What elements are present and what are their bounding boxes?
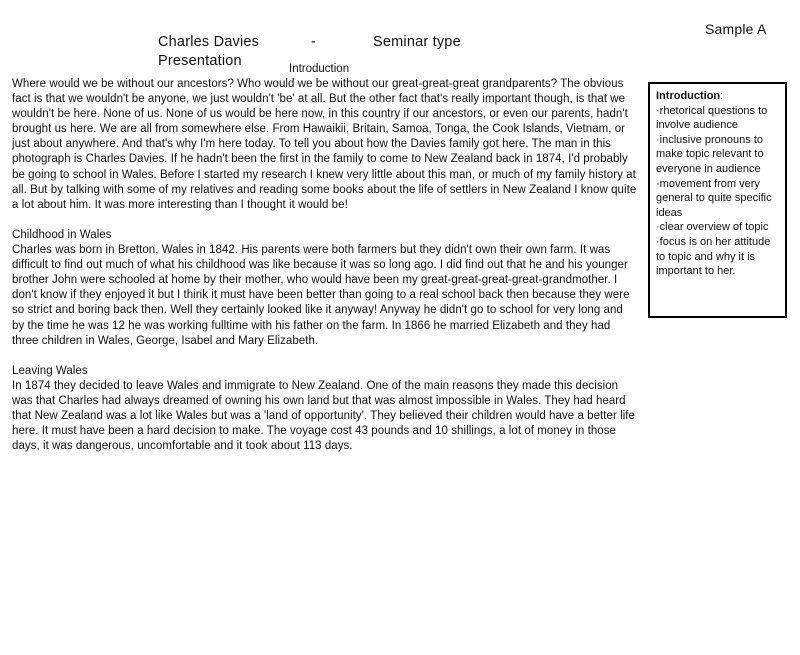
annotation-item: ·inclusive pronouns to make topic relevant to everyone in audience [656, 133, 764, 175]
annotation-item: ·focus is on her attitude to topic and why it is important to her. [656, 235, 771, 278]
annotation-title-text: Introduction [656, 90, 721, 102]
annotation-item: ·movement from very general to quite specific ideas [656, 177, 772, 219]
section-heading-childhood: Childhood in Wales [12, 228, 112, 241]
annotation-item: ·clear overview of topic [656, 221, 769, 234]
intro-paragraph: Where would we be without our ancestors? Who would we be without our great-great-great grandparents? The obvious fact is that we wouldn't be anyone, we just wouldn't 'be' at all. But the other fact that's really important though, is that we wouldn't be here. None of us. None of us would be here now, in this country if our ancestors, or even our parents, hadn't brought us here. We are all from somewhere else. From Hawaikii, Britain, Samoa, Tonga, the Cook Islands, Vietnam, or just about anywhere. And that's why I'm here today. To tell you about how the Davies family got here. The man in this photograph is Charles Davies. If he hadn't been the first in the family to come to New Zealand back in 1874, I'd probably be going to school in Wales. Before I started my research I knew very little about this man, or much of my family history at all. But by talking with some of my relatives and reading some books about the life of settlers in New Zealand I know quite a lot about him. It was more interesting than I thought it would be! [12, 78, 637, 211]
childhood-paragraph: Charles was born in Bretton, Wales in 1842. His parents were both farmers but they didn't own their own farm. It was difficult to find out much of what his childhood was like because it was so long ago. I did find out that he and his younger brother John were schooled at home by their mother, who would have been my great-great-great-great-grandmother. I don't know if they enjoyed it but I think it must have been better than going to a real school back then because they were so strict and boring back then. Well they certainly looked like it anyway! Anyway he didn't go to school for very long and by the time he was 12 he was working fulltime with his father on the farm. In 1866 he married Elizabeth and they had three children in Wales, George, Isabel and Mary Elizabeth. [12, 244, 630, 347]
intro-heading: Introduction [289, 63, 350, 75]
main-text [12, 77, 637, 454]
annotation-box [648, 82, 787, 318]
header-seminar-type: Seminar type [373, 34, 461, 50]
section-heading-leaving: Leaving Wales [12, 364, 88, 377]
annotation-title [656, 89, 781, 104]
section-gap [12, 349, 637, 364]
header-presentation: Presentation [158, 53, 242, 69]
section-gap [12, 213, 637, 228]
annotation-item: ·rhetorical questions to involve audience [656, 104, 768, 132]
leaving-paragraph: In 1874 they decided to leave Wales and immigrate to New Zealand. One of the main reasons they made this decision was that Charles had always dreamed of owning his own land but that was almost impossible in Wales. They had heard that New Zealand was a lot like Wales but was a 'land of opportunity'. They believed their children would have a better life here. It must have been a hard decision to make. The voyage cost 43 pounds and 10 shillings, a lot of money in those days, it was dangerous, uncomfortable and it took about 113 days. [12, 379, 635, 453]
header-name: Charles Davies [158, 34, 260, 50]
annotation-title-colon: : [720, 90, 724, 102]
sample-label: Sample A [705, 21, 767, 37]
header-dash: - [311, 34, 316, 50]
